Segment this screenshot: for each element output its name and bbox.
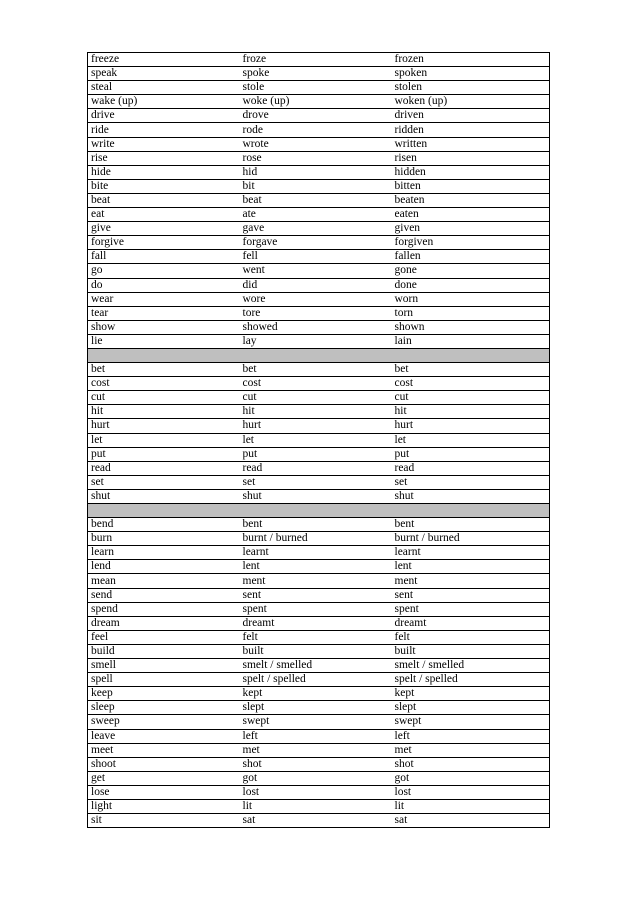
base-form-cell: hit [88,405,240,419]
base-form-cell: beat [88,193,240,207]
past-participle-cell: set [392,475,550,489]
base-form-cell: set [88,475,240,489]
table-row [88,81,550,95]
past-participle-cell: got [392,771,550,785]
past-participle-cell: lent [392,560,550,574]
past-simple-cell: wore [240,292,392,306]
past-participle-cell: risen [392,151,550,165]
base-form-cell: sit [88,814,240,828]
past-simple-cell: rose [240,151,392,165]
past-simple-cell: left [240,729,392,743]
group-separator-cell [88,504,550,518]
past-participle-cell: hurt [392,419,550,433]
table-row [88,250,550,264]
past-simple-cell: shot [240,757,392,771]
base-form-cell: write [88,137,240,151]
base-form-cell: learn [88,546,240,560]
base-form-cell: tear [88,306,240,320]
table-row [88,560,550,574]
base-form-cell: read [88,461,240,475]
base-form-cell: hurt [88,419,240,433]
past-participle-cell: read [392,461,550,475]
table-row [88,771,550,785]
past-participle-cell: shot [392,757,550,771]
past-participle-cell: torn [392,306,550,320]
base-form-cell: freeze [88,53,240,67]
past-simple-cell: burnt / burned [240,532,392,546]
past-participle-cell: hit [392,405,550,419]
past-simple-cell: spent [240,602,392,616]
table-row [88,292,550,306]
past-participle-cell: eaten [392,208,550,222]
past-participle-cell: woken (up) [392,95,550,109]
past-participle-cell: ridden [392,123,550,137]
base-form-cell: let [88,433,240,447]
past-simple-cell: dreamt [240,616,392,630]
table-row [88,320,550,334]
base-form-cell: drive [88,109,240,123]
past-participle-cell: spelt / spelled [392,673,550,687]
past-simple-cell: rode [240,123,392,137]
base-form-cell: rise [88,151,240,165]
base-form-cell: fall [88,250,240,264]
table-row [88,729,550,743]
past-simple-cell: drove [240,109,392,123]
past-simple-cell: cost [240,377,392,391]
past-participle-cell: gone [392,264,550,278]
base-form-cell: cost [88,377,240,391]
past-simple-cell: met [240,743,392,757]
base-form-cell: ride [88,123,240,137]
past-simple-cell: swept [240,715,392,729]
group-separator-cell [88,348,550,362]
past-participle-cell: dreamt [392,616,550,630]
past-participle-cell: burnt / burned [392,532,550,546]
table-row [88,433,550,447]
past-participle-cell: swept [392,715,550,729]
past-participle-cell: written [392,137,550,151]
base-form-cell: build [88,644,240,658]
past-simple-cell: lost [240,785,392,799]
table-row [88,659,550,673]
past-participle-cell: lain [392,334,550,348]
table-row [88,588,550,602]
table-row [88,799,550,813]
base-form-cell: mean [88,574,240,588]
table-row [88,701,550,715]
past-participle-cell: shut [392,489,550,503]
past-simple-cell: bet [240,363,392,377]
past-participle-cell: bet [392,363,550,377]
past-simple-cell: sent [240,588,392,602]
base-form-cell: give [88,222,240,236]
table-row [88,518,550,532]
past-participle-cell: let [392,433,550,447]
past-participle-cell: cut [392,391,550,405]
past-participle-cell: fallen [392,250,550,264]
past-participle-cell: stolen [392,81,550,95]
base-form-cell: lie [88,334,240,348]
past-participle-cell: spoken [392,67,550,81]
table-row [88,391,550,405]
past-participle-cell: shown [392,320,550,334]
table-row [88,179,550,193]
past-simple-cell: gave [240,222,392,236]
base-form-cell: bet [88,363,240,377]
past-simple-cell: froze [240,53,392,67]
group-separator-row [88,504,550,518]
table-row [88,306,550,320]
base-form-cell: steal [88,81,240,95]
past-simple-cell: read [240,461,392,475]
past-simple-cell: showed [240,320,392,334]
past-participle-cell: done [392,278,550,292]
past-participle-cell: learnt [392,546,550,560]
past-participle-cell: frozen [392,53,550,67]
table-row [88,532,550,546]
past-participle-cell: met [392,743,550,757]
past-simple-cell: ment [240,574,392,588]
past-simple-cell: shut [240,489,392,503]
table-row [88,67,550,81]
past-simple-cell: bit [240,179,392,193]
table-row [88,264,550,278]
table-row [88,475,550,489]
base-form-cell: light [88,799,240,813]
past-simple-cell: cut [240,391,392,405]
past-participle-cell: bent [392,518,550,532]
base-form-cell: lose [88,785,240,799]
base-form-cell: shoot [88,757,240,771]
table-row [88,489,550,503]
table-row [88,165,550,179]
past-participle-cell: sat [392,814,550,828]
past-participle-cell: given [392,222,550,236]
table-row [88,151,550,165]
past-simple-cell: bent [240,518,392,532]
past-simple-cell: stole [240,81,392,95]
past-participle-cell: spent [392,602,550,616]
table-row [88,123,550,137]
base-form-cell: get [88,771,240,785]
base-form-cell: send [88,588,240,602]
past-participle-cell: sent [392,588,550,602]
table-row [88,137,550,151]
past-simple-cell: fell [240,250,392,264]
base-form-cell: meet [88,743,240,757]
past-simple-cell: lit [240,799,392,813]
base-form-cell: show [88,320,240,334]
base-form-cell: eat [88,208,240,222]
table-row [88,405,550,419]
past-participle-cell: worn [392,292,550,306]
table-row [88,602,550,616]
past-participle-cell: lit [392,799,550,813]
past-simple-cell: ate [240,208,392,222]
past-simple-cell: hurt [240,419,392,433]
base-form-cell: sleep [88,701,240,715]
base-form-cell: keep [88,687,240,701]
table-row [88,419,550,433]
past-simple-cell: sat [240,814,392,828]
past-participle-cell: forgiven [392,236,550,250]
table-row [88,814,550,828]
past-participle-cell: slept [392,701,550,715]
base-form-cell: shut [88,489,240,503]
past-simple-cell: learnt [240,546,392,560]
past-simple-cell: wrote [240,137,392,151]
past-participle-cell: hidden [392,165,550,179]
past-participle-cell: kept [392,687,550,701]
table-row [88,644,550,658]
base-form-cell: go [88,264,240,278]
past-simple-cell: went [240,264,392,278]
irregular-verbs-table [87,52,550,828]
past-participle-cell: left [392,729,550,743]
past-participle-cell: ment [392,574,550,588]
verb-table-body [88,53,550,828]
past-participle-cell: beaten [392,193,550,207]
verb-table-page [87,52,549,828]
table-row [88,53,550,67]
base-form-cell: burn [88,532,240,546]
table-row [88,546,550,560]
past-simple-cell: did [240,278,392,292]
table-row [88,208,550,222]
past-simple-cell: woke (up) [240,95,392,109]
base-form-cell: bite [88,179,240,193]
base-form-cell: hide [88,165,240,179]
table-row [88,574,550,588]
table-row [88,757,550,771]
base-form-cell: feel [88,630,240,644]
past-simple-cell: forgave [240,236,392,250]
table-row [88,377,550,391]
base-form-cell: wear [88,292,240,306]
table-row [88,687,550,701]
past-simple-cell: let [240,433,392,447]
table-row [88,447,550,461]
past-simple-cell: lay [240,334,392,348]
table-row [88,236,550,250]
base-form-cell: smell [88,659,240,673]
past-simple-cell: kept [240,687,392,701]
table-row [88,334,550,348]
base-form-cell: speak [88,67,240,81]
past-participle-cell: lost [392,785,550,799]
past-simple-cell: got [240,771,392,785]
past-participle-cell: felt [392,630,550,644]
past-simple-cell: smelt / smelled [240,659,392,673]
base-form-cell: sweep [88,715,240,729]
base-form-cell: forgive [88,236,240,250]
past-participle-cell: cost [392,377,550,391]
past-participle-cell: put [392,447,550,461]
past-simple-cell: hit [240,405,392,419]
past-simple-cell: slept [240,701,392,715]
base-form-cell: put [88,447,240,461]
past-participle-cell: built [392,644,550,658]
base-form-cell: do [88,278,240,292]
past-simple-cell: lent [240,560,392,574]
table-row [88,743,550,757]
table-row [88,785,550,799]
base-form-cell: cut [88,391,240,405]
group-separator-row [88,348,550,362]
past-participle-cell: bitten [392,179,550,193]
table-row [88,616,550,630]
past-simple-cell: spoke [240,67,392,81]
table-row [88,673,550,687]
table-row [88,95,550,109]
past-participle-cell: driven [392,109,550,123]
table-row [88,715,550,729]
table-row [88,363,550,377]
base-form-cell: bend [88,518,240,532]
past-simple-cell: felt [240,630,392,644]
table-row [88,222,550,236]
base-form-cell: lend [88,560,240,574]
table-row [88,630,550,644]
table-row [88,109,550,123]
past-simple-cell: spelt / spelled [240,673,392,687]
base-form-cell: wake (up) [88,95,240,109]
past-simple-cell: put [240,447,392,461]
past-simple-cell: built [240,644,392,658]
past-simple-cell: beat [240,193,392,207]
table-row [88,193,550,207]
base-form-cell: spell [88,673,240,687]
base-form-cell: dream [88,616,240,630]
table-row [88,278,550,292]
past-simple-cell: tore [240,306,392,320]
past-simple-cell: hid [240,165,392,179]
base-form-cell: leave [88,729,240,743]
past-simple-cell: set [240,475,392,489]
table-row [88,461,550,475]
past-participle-cell: smelt / smelled [392,659,550,673]
base-form-cell: spend [88,602,240,616]
